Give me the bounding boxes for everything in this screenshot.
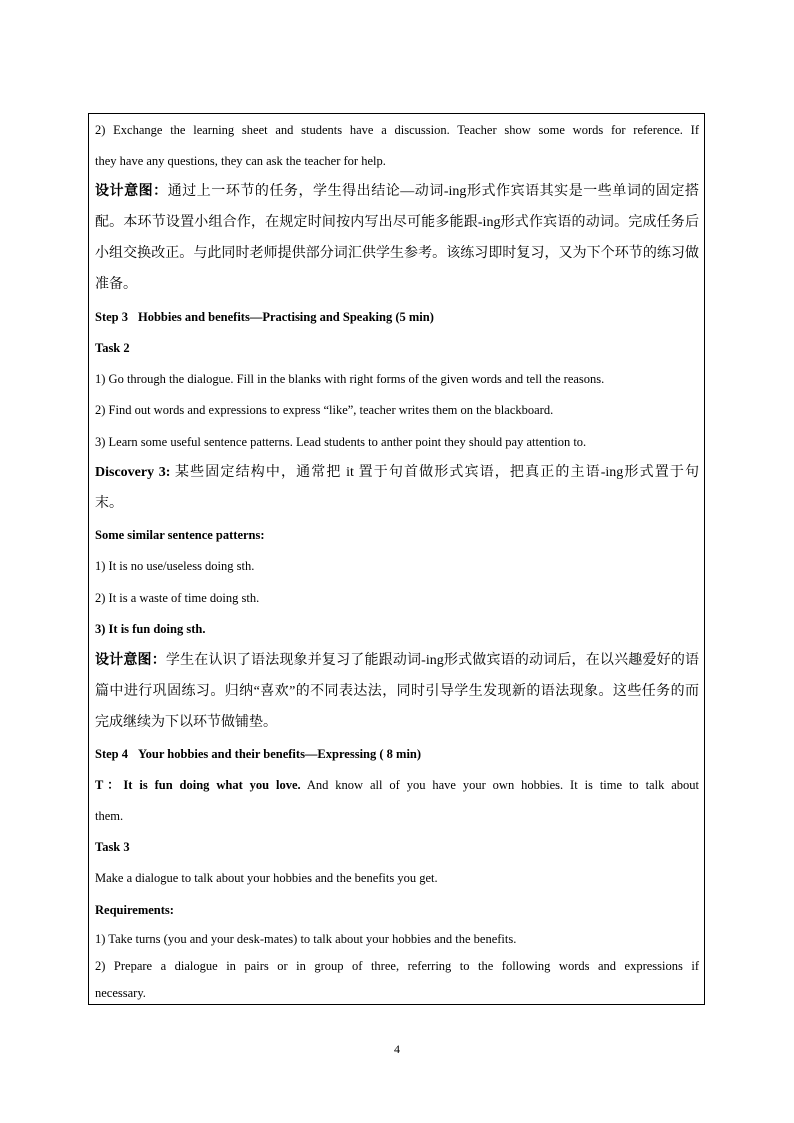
design-intent-label: 设计意图：	[95, 184, 168, 199]
task-3-text: Make a dialogue to talk about your hobbies and the benefits you get.	[95, 871, 438, 885]
teacher-speaker: T：	[95, 778, 124, 792]
design-intent-2-line-1	[95, 652, 699, 670]
step-3-number: Step 3	[95, 310, 128, 324]
step-4-title: Your hobbies and their benefits—Expressing ( 8 min)	[138, 747, 422, 761]
page-number: 4	[394, 1042, 400, 1056]
discovery-3-line-2: 末。	[95, 496, 123, 511]
requirement-item-2-line-1: 2) Prepare a dialogue in pairs or in group of three, referring to the following words and expressions if	[95, 959, 699, 973]
task-2-item-1: 1) Go through the dialogue. Fill in the blanks with right forms of the given words and tell the reasons.	[95, 372, 605, 386]
pattern-item-3: 3) It is fun doing sth.	[95, 622, 206, 636]
design-intent-1-line-3: 小组交换改正。与此同时老师提供部分词汇供学生参考。该练习即时复习，又为下个环节的练习做	[95, 246, 699, 261]
requirements-heading: Requirements:	[95, 903, 174, 917]
similar-patterns-heading: Some similar sentence patterns:	[95, 528, 265, 542]
requirement-item-1: 1) Take turns (you and your desk-mates) to talk about your hobbies and the benefits.	[95, 932, 517, 946]
teacher-bold-sentence: It is fun doing what you love.	[123, 778, 301, 792]
discovery-3-text: 某些固定结构中，通常把 it 置于句首做形式宾语，把真正的主语-ing形式置于句	[175, 465, 699, 480]
exchange-sheet-line-2: they have any questions, they can ask the teacher for help.	[95, 154, 386, 168]
design-intent-2-line-2: 篇中进行巩固练习。归纳“喜欢”的不同表达法，同时引导学生发现新的语法现象。这些任务的而	[95, 684, 699, 699]
teacher-line-1	[95, 777, 699, 793]
task-2-item-2: 2) Find out words and expressions to express “like”, teacher writes them on the blackboard.	[95, 403, 554, 417]
teacher-line-2: them.	[95, 809, 124, 823]
design-intent-text: 通过上一环节的任务，学生得出结论—动词-ing形式作宾语其实是一些单词的固定搭	[167, 184, 699, 199]
design-intent-1-line-1	[95, 183, 699, 201]
design-intent-2-text: 学生在认识了语法现象并复习了能跟动词-ing形式做宾语的动词后，在以兴趣爱好的语	[165, 653, 700, 668]
design-intent-1-line-4: 准备。	[95, 277, 137, 292]
step-3-title: Hobbies and benefits—Practising and Speaking (5 min)	[138, 310, 434, 324]
discovery-3-line-1	[95, 464, 699, 482]
exchange-sheet-line-1: 2) Exchange the learning sheet and students have a discussion. Teacher show some words for reference. If	[95, 123, 699, 137]
step-4-heading	[95, 746, 699, 762]
task-2-item-3: 3) Learn some useful sentence patterns. Lead students to anther point they should pay attention to.	[95, 435, 587, 449]
step-4-number: Step 4	[95, 747, 128, 761]
design-intent-1-line-2: 配。本环节设置小组合作，在规定时间按内写出尽可能多能跟-ing形式作宾语的动词。完成任务后	[95, 215, 699, 230]
task-2-label: Task 2	[95, 341, 130, 355]
pattern-item-2: 2) It is a waste of time doing sth.	[95, 591, 260, 605]
requirement-item-2-line-2: necessary.	[95, 986, 146, 1000]
pattern-item-1: 1) It is no use/useless doing sth.	[95, 559, 255, 573]
design-intent-2-line-3: 完成继续为下以环节做铺垫。	[95, 715, 277, 730]
teacher-line-rest: And know all of you have your own hobbies. It is time to talk about	[300, 778, 699, 792]
discovery-3-label: Discovery 3:	[95, 465, 171, 480]
step-3-heading	[95, 309, 699, 325]
task-3-label: Task 3	[95, 840, 130, 854]
design-intent-2-label: 设计意图：	[95, 653, 166, 668]
